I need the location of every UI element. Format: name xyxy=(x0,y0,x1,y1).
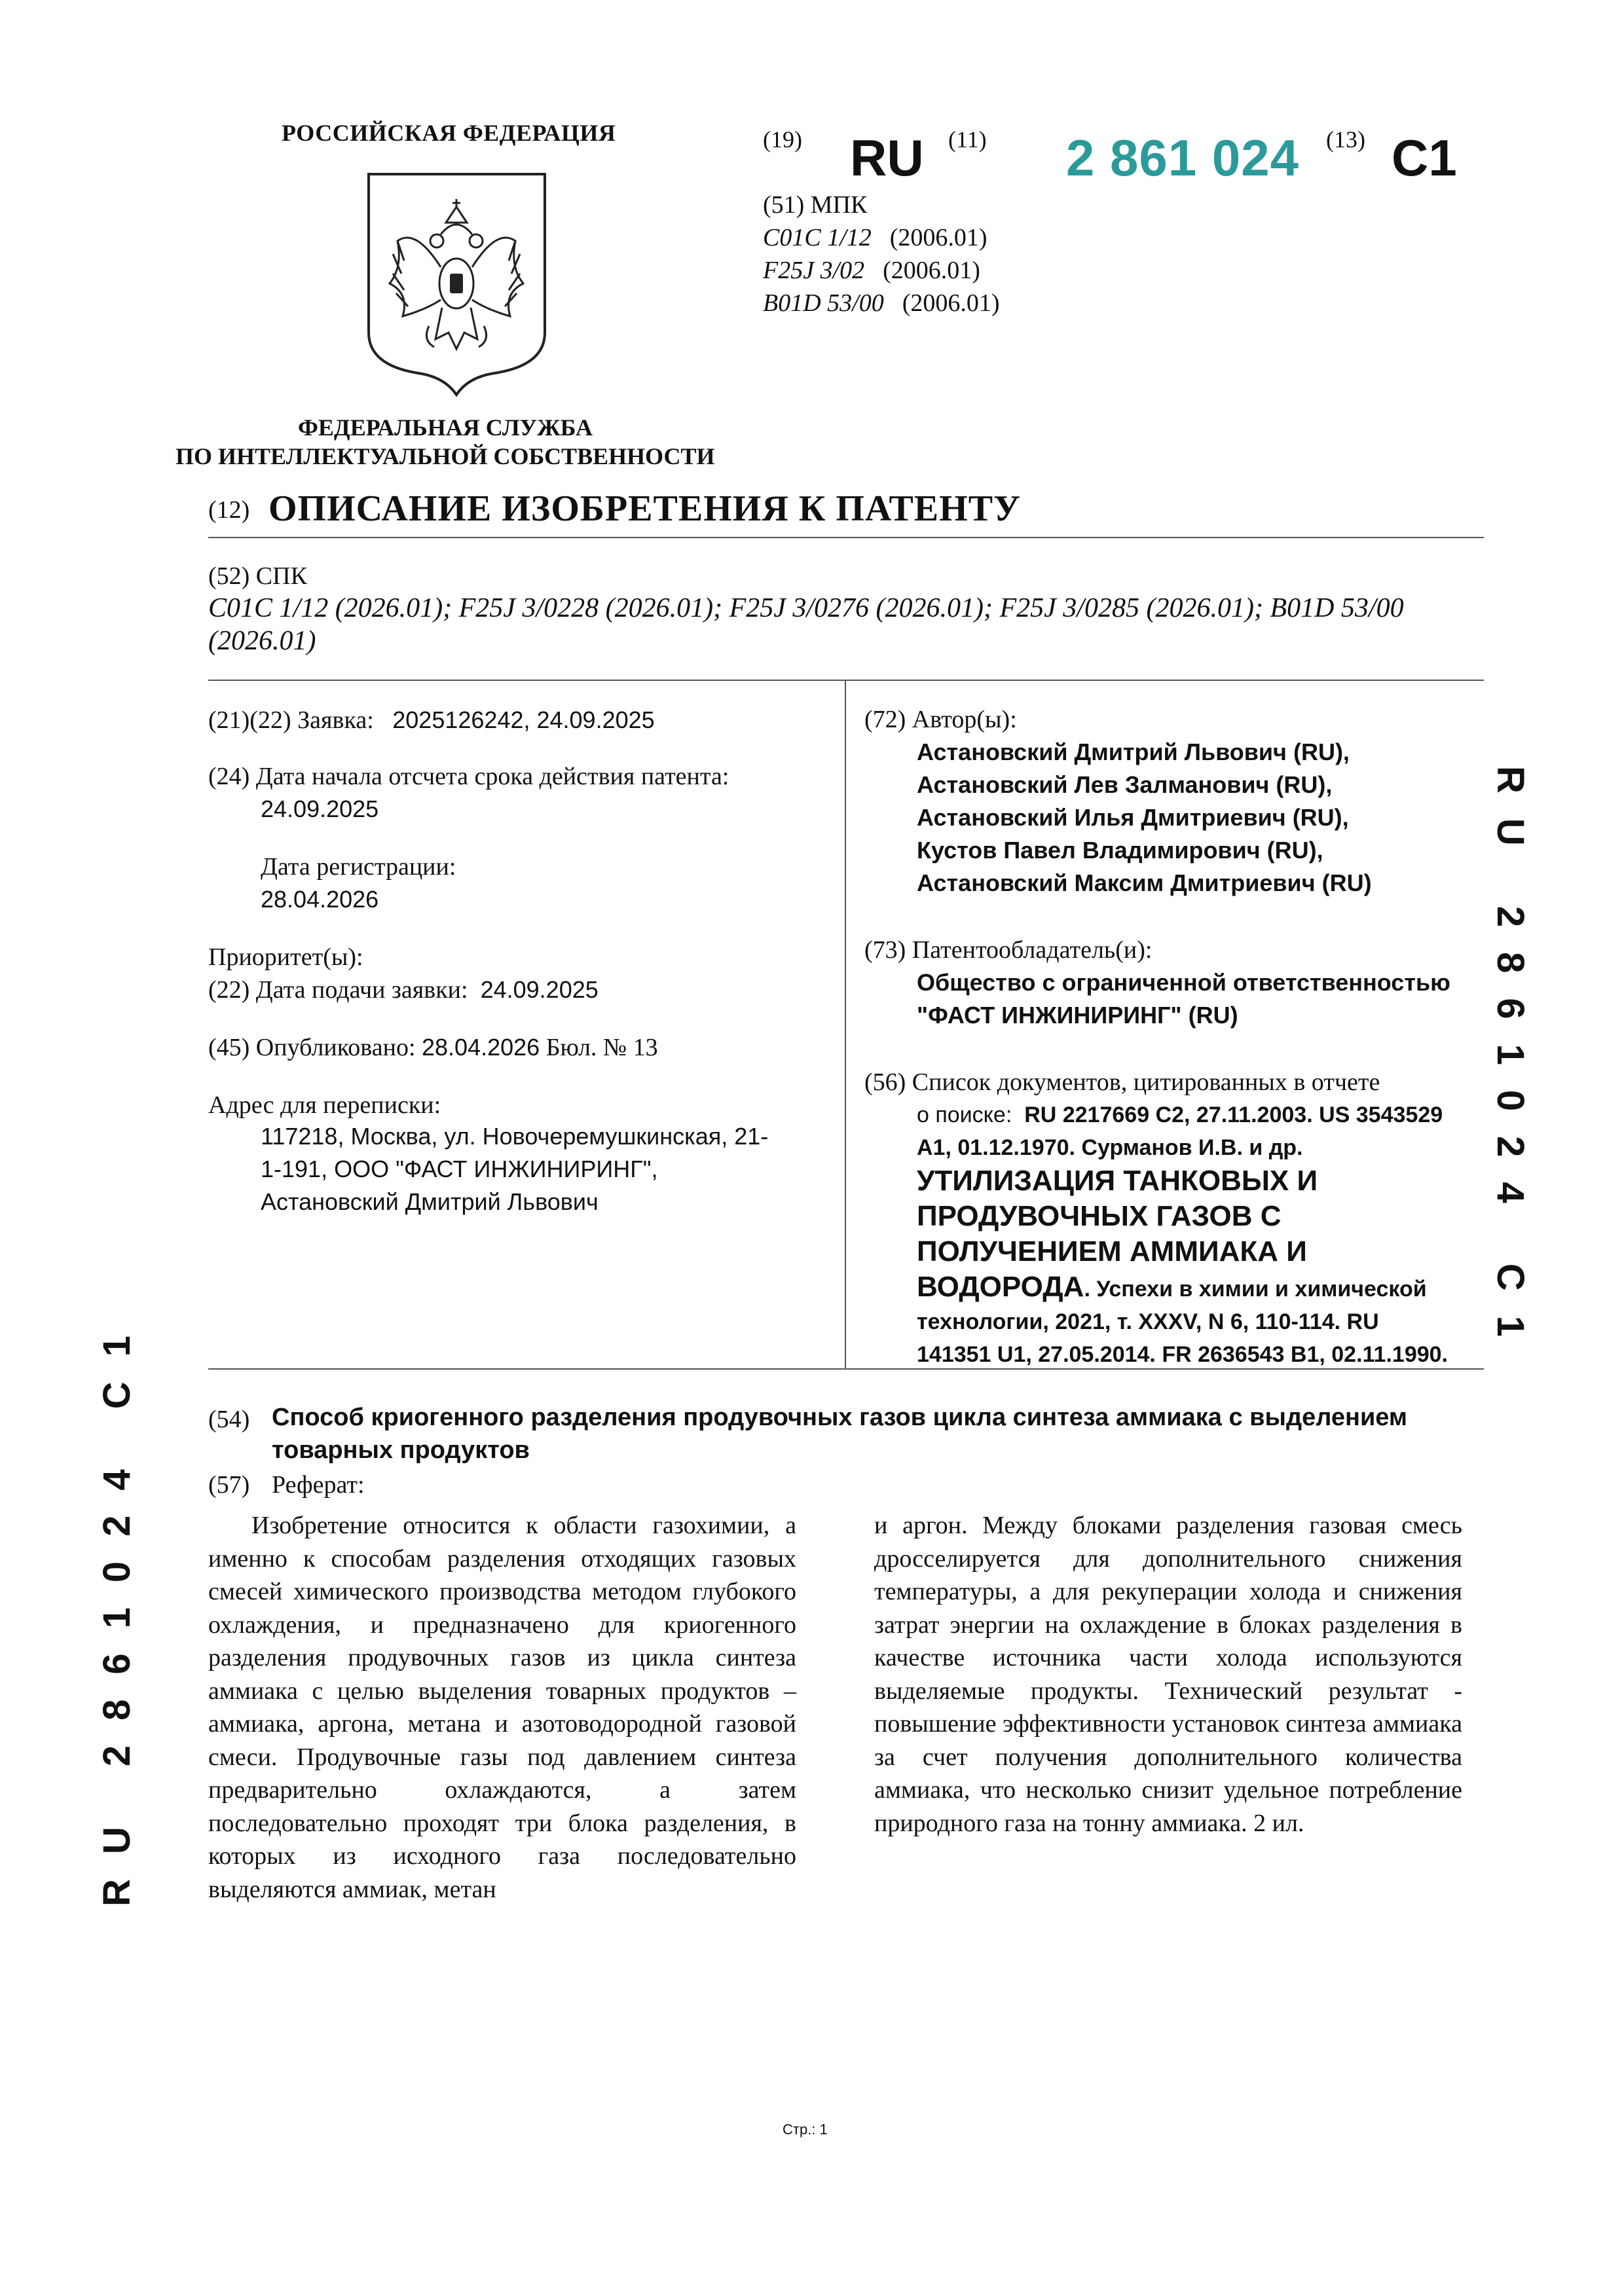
inid-code-19: (19) xyxy=(763,126,802,153)
cpc-label: (52) СПК xyxy=(208,562,307,590)
author-name: Астановский Дмитрий Львович (RU), xyxy=(917,738,1350,765)
side-patent-number-left: RU 2861024 C1 xyxy=(96,1311,138,1906)
address-label: Адрес для переписки: xyxy=(208,1091,441,1119)
author-name: Астановский Лев Залманович (RU), xyxy=(917,771,1333,798)
ipc-row xyxy=(763,221,1000,254)
application-value: 2025126242, 24.09.2025 xyxy=(392,706,655,733)
ipc-row xyxy=(763,287,1000,319)
patent-number: 2 861 024 xyxy=(1066,129,1300,187)
filing-date-field xyxy=(208,974,599,1006)
inid-code-54: (54) xyxy=(208,1406,250,1433)
registration-value: 28.04.2026 xyxy=(261,886,379,913)
cited-label-cont: о поиске: xyxy=(917,1102,1012,1127)
owner-line: Общество с ограниченной ответственностью xyxy=(917,969,1450,996)
ipc-classification xyxy=(763,189,1000,319)
cited-article-title: УТИЛИЗАЦИЯ ТАНКОВЫХ И ПРОДУВОЧНЫХ ГАЗОВ С ПОЛУЧЕНИЕМ АММИАКА И ВОДОРОДА xyxy=(917,1165,1318,1303)
author-name: Астановский Илья Дмитриевич (RU), xyxy=(917,804,1349,831)
divider xyxy=(208,1368,1484,1370)
term-start-value: 24.09.2025 xyxy=(261,795,379,822)
cited-label: (56) Список документов, цитированных в отчете xyxy=(864,1068,1380,1096)
ipc-class: B01D 53/00 xyxy=(763,289,884,317)
agency-name-line2: ПО ИНТЕЛЛЕКТУАЛЬНОЙ СОБСТВЕННОСТИ xyxy=(175,443,715,469)
inid-code-11: (11) xyxy=(948,126,987,153)
page-number: Стр.: 1 xyxy=(783,2121,828,2138)
invention-title: Способ криогенного разделения продувочных газов цикла синтеза аммиака с выделением товарных продуктов xyxy=(272,1404,1408,1464)
ipc-class: F25J 3/02 xyxy=(763,257,865,284)
abstract-label: Реферат: xyxy=(272,1471,365,1499)
application-label: (21)(22) Заявка: xyxy=(208,706,374,734)
owner-label: (73) Патентообладатель(и): xyxy=(864,936,1153,964)
bulletin: Бюл. № 13 xyxy=(545,1034,658,1061)
address-line: 117218, Москва, ул. Новочеремушкинская, 21- xyxy=(261,1123,769,1150)
ipc-version: (2006.01) xyxy=(883,257,980,284)
side-patent-number-right: RU 2861024 C1 xyxy=(1489,766,1532,1362)
application-field xyxy=(208,704,655,736)
term-start-label: (24) Дата начала отсчета срока действия патента: xyxy=(208,763,729,790)
divider xyxy=(208,680,1484,681)
owner-line: "ФАСТ ИНЖИНИРИНГ" (RU) xyxy=(917,1002,1238,1029)
address-line: 1-191, ООО "ФАСТ ИНЖИНИРИНГ", xyxy=(261,1156,658,1182)
inid-code-13: (13) xyxy=(1326,126,1365,153)
registration-label: Дата регистрации: xyxy=(261,853,456,881)
cpc-classification: C01C 1/12 (2026.01); F25J 3/0228 (2026.01); F25J 3/0276 (2026.01); F25J 3/0285 (2026.01); B01D 53/00 (2026.01) xyxy=(208,593,1404,656)
document-title: ОПИСАНИЕ ИЗОБРЕТЕНИЯ К ПАТЕНТУ xyxy=(268,488,1022,529)
country-code: RU xyxy=(850,129,924,187)
cited-part1: RU 2217669 C2, 27.11.2003. US 3543529 A1, 01.12.1970. Сурманов И.В. и др. xyxy=(917,1102,1443,1160)
inid-code-57: (57) xyxy=(208,1471,250,1499)
divider xyxy=(208,537,1484,538)
filing-date-value: 24.09.2025 xyxy=(480,976,599,1003)
cited-part2: . Успехи в химии и химической технологии, 2021, т. XXXV, N 6, 110-114. RU 141351 U1, 27.05.2014. FR 2636543 B1, 02.11.1990. xyxy=(917,1277,1448,1367)
author-name: Кустов Павел Владимирович (RU), xyxy=(917,837,1323,864)
ipc-version: (2006.01) xyxy=(889,224,987,251)
priority-label: Приоритет(ы): xyxy=(208,943,363,971)
cited-documents xyxy=(917,1099,1454,1371)
authors-label: (72) Автор(ы): xyxy=(864,706,1017,733)
filing-date-label: (22) Дата подачи заявки: xyxy=(208,976,468,1004)
column-divider xyxy=(845,681,846,1368)
inid-code-12: (12) xyxy=(208,496,250,524)
coat-of-arms-emblem xyxy=(363,169,550,397)
address-line: Астановский Дмитрий Львович xyxy=(261,1188,599,1215)
kind-code: C1 xyxy=(1392,129,1457,187)
abstract-column-1: Изобретение относится к области газохимии, а именно к способам разделения отходящих газовых смесей химического производства методом глубокого охлаждения, и предназначено для криогенного разделения продувочных газов из цикла синтеза аммиака с целью выделения товарных продуктов – аммиака, аргона, метана и азотоводородной газовой смеси. Продувочные газы под давлением синтеза предварительно охлаждаются, а затем последовательно проходят три блока разделения, в которых из исходного газа последовательно выделяются аммиак, метан xyxy=(208,1512,796,1903)
ipc-class: C01C 1/12 xyxy=(763,224,872,251)
agency-name-line1: ФЕДЕРАЛЬНАЯ СЛУЖБА xyxy=(298,414,593,441)
ipc-row xyxy=(763,254,1000,287)
ipc-label: (51) МПК xyxy=(763,191,868,219)
country-name: РОССИЙСКАЯ ФЕДЕРАЦИЯ xyxy=(282,120,616,146)
published-field xyxy=(208,1032,658,1063)
published-value: 28.04.2026 xyxy=(422,1034,540,1061)
published-label: (45) Опубликовано: xyxy=(208,1034,416,1061)
abstract-column-2: и аргон. Между блоками разделения газовая смесь дросселируется для дополнительного снижения температуры, а для рекуперации холода и снижения затрат энергии на охлаждение в блоках разделения в качестве источника части холода используются выделяемые продукты. Технический результат - повышение эффективности установок синтеза аммиака за счет получения дополнительного количества аммиака, что несколько снизит удельное потребление природного газа на тонну аммиака. 2 ил. xyxy=(874,1512,1462,1837)
author-name: Астановский Максим Дмитриевич (RU) xyxy=(917,869,1372,896)
ipc-version: (2006.01) xyxy=(902,289,1000,317)
